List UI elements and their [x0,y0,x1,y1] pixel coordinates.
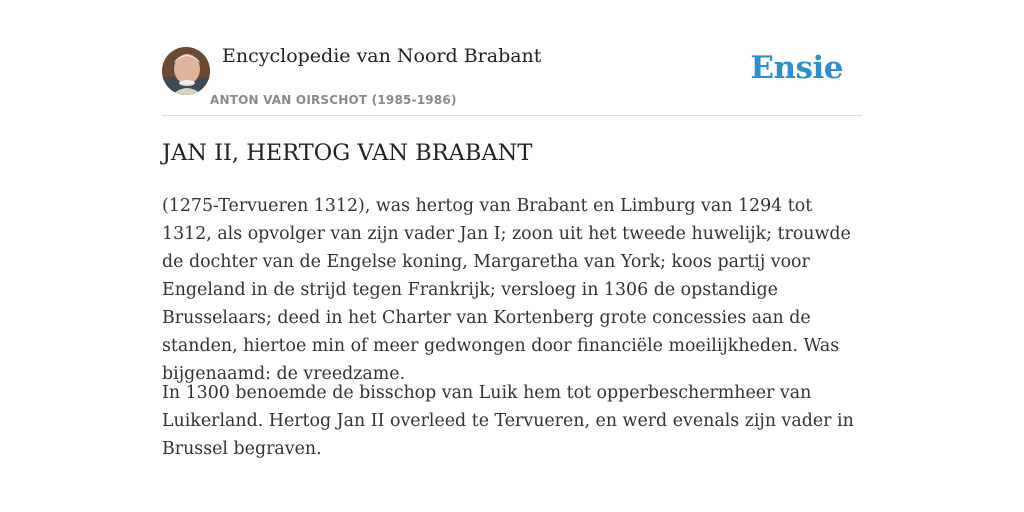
entry-page [162,0,862,512]
ensie-logo[interactable]: Ensie [750,50,843,86]
source-title[interactable]: Encyclopedie van Noord Brabant [222,45,542,67]
entry-title: JAN II, HERTOG VAN BRABANT [162,140,533,166]
author-avatar[interactable] [162,47,210,95]
author-name[interactable]: ANTON VAN OIRSCHOT (1985-1986) [210,93,457,107]
header-divider [162,115,862,116]
entry-paragraph: (1275-Tervueren 1312), was hertog van Brabant en Limburg van 1294 tot 1312, als opvolger van zijn vader Jan I; zoon uit het tweede huwelijk; trouwde de dochter van de Engelse koning, Margaretha van York; koos partij voor Engeland in de strijd tegen Frankrijk; versloeg in 1306 de opstandige Brusselaars; deed in het Charter van Kortenberg grote concessies aan de standen, hiertoe min of meer gedwongen door financiële moeilijkheden. Was bijgenaamd: de vreedzame. [162,196,851,384]
entry-paragraph: In 1300 benoemde de bisschop van Luik hem tot opperbeschermheer van Luikerland. Hertog Jan II overleed te Tervueren, en werd evenals zijn vader in Brussel begraven. [162,383,854,459]
author-portrait-icon [162,47,210,95]
